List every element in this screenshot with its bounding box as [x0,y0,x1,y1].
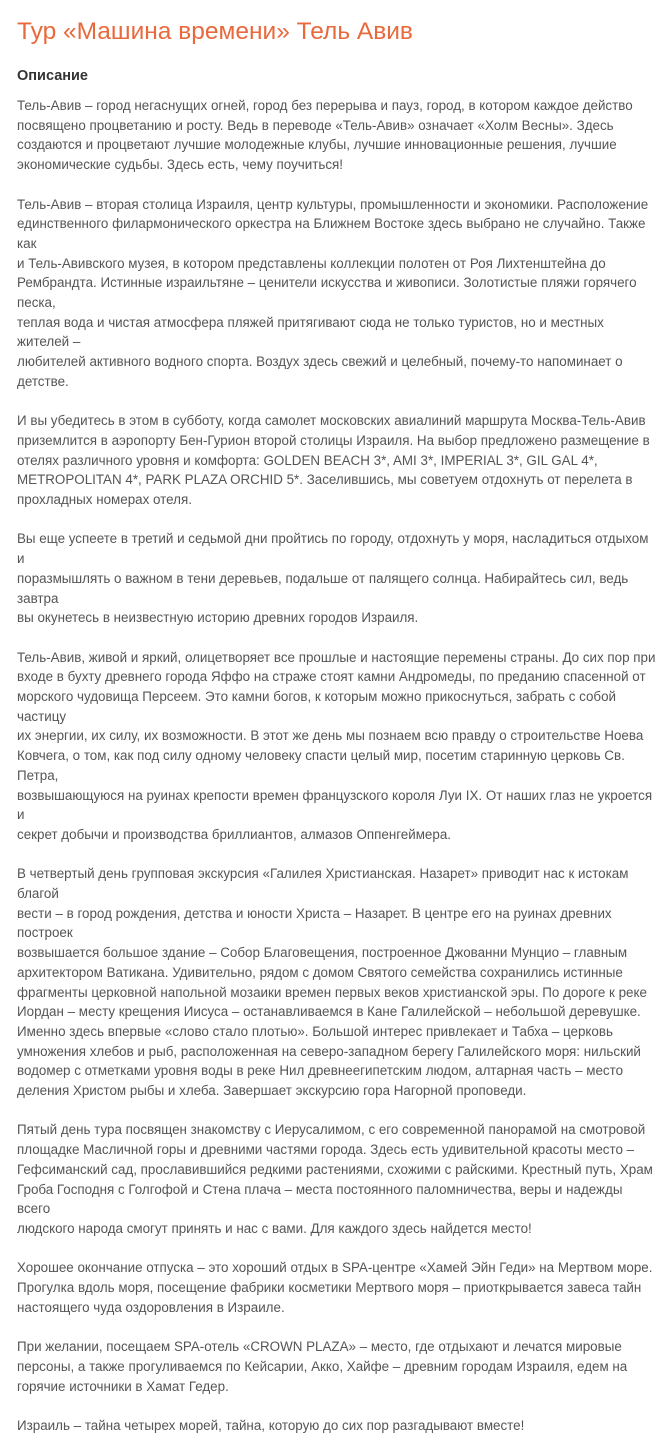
description-paragraph [17,1258,658,1317]
paragraph-line: и Тель-Авивского музея, в котором представлены коллекции полотен от Роя Лихтенштейна до [17,255,606,271]
paragraph-line: отелях различного уровня и комфорта: GOLDEN BEACH 3*, AMI 3*, IMPERIAL 3*, GIL GAL 4*, [17,452,598,468]
paragraph-line: настоящего чуда оздоровления в Израиле. [17,1299,285,1315]
paragraph-line: прохладных номерах отеля. [17,492,192,508]
description-paragraph [17,864,658,1100]
paragraph-line: водомер с отметками уровня воды в реке Нил древнеегипетским людом, алтарная часть – место [17,1063,624,1079]
paragraph-line: Рембрандта. Истинные израильтяне – ценители искусства и живописи. Золотистые пляжи горячего песка, [17,275,637,311]
paragraph-line: Тель-Авив – город негаснущих огней, город без перерыва и пауз, город, в котором каждое действо [17,98,633,113]
description-body [17,96,658,1455]
paragraph-line: Прогулка вдоль моря, посещение фабрики косметики Мертвого моря – приоткрывается завеса тайн [17,1280,642,1296]
paragraph-line: их энергии, их силу, их возможности. В этот же день мы познаем всю правду о строительстве Ноева [17,728,644,744]
page-title: Тур «Машина времени» Тель Авив [17,18,413,45]
paragraph-line: Израиль – тайна четырех морей, тайна, которую до сих пор разгадывают вместе! [17,1417,525,1433]
paragraph-line: приземлится в аэропорту Бен-Гурион второй столицы Израиля. На выбор предложено размещение в [17,432,650,448]
description-paragraph [17,1120,658,1238]
paragraph-line: любителей активного водного спорта. Воздух здесь свежий и целебный, почему-то напоминает о [17,354,623,370]
paragraph-line: Хорошее окончание отпуска – это хороший отдых в SPA-центре «Хамей Эйн Геди» на Мертвом море. [17,1260,653,1276]
paragraph-line: Тель-Авив, живой и яркий, олицетворяет все прошлые и настоящие перемены страны. До сих пор при [17,649,656,665]
paragraph-line: детстве. [17,373,69,389]
paragraph-line: морского чудовища Персеем. Это камни богов, к которым можно прикоснуться, забрать с собой частицу [17,689,617,724]
description-paragraph [17,1337,658,1396]
paragraph-line: В четвертый день групповая экскурсия «Галилея Христианская. Назарет» приводит нас к истокам благой [17,866,629,902]
paragraph-line: Гефсиманский сад, прославившийся редкими растениями, схожими с райскими. Крестный путь, Храм [17,1161,653,1177]
paragraph-line: горячие источники в Хамат Гедер. [17,1378,229,1394]
paragraph-line: Пятый день тура посвящен знакомству с Иерусалимом, с его современной панорамой на смотровой [17,1122,646,1138]
paragraph-line: поразмышлять о важном в тени деревьев, подальше от палящего солнца. Набирайтесь сил, ведь завтра [17,570,629,606]
paragraph-line: площадке Масличной горы и древними частями города. Здесь есть удивительной красоты место – [17,1142,635,1158]
paragraph-line: И вы убедитесь в этом в субботу, когда самолет московских авиалиний маршрута Москва-Тель-Авив [17,413,646,429]
description-paragraph [17,411,658,510]
paragraph-line: персоны, а также прогуливаемся по Кейсарии, Акко, Хайфе – древним городам Израиля, едем на [17,1358,628,1374]
paragraph-line: умножения хлебов и рыб, расположенная на северо-западном берегу Галилейского моря: нильский [17,1043,641,1059]
paragraph-line: секрет добычи и производства бриллиантов, алмазов Оппенгеймера. [17,826,451,842]
paragraph-line: вести – в город рождения, детства и юности Христа – Назарет. В центре его на руинах древних построек [17,905,612,941]
description-paragraph [17,529,658,628]
paragraph-line: теплая вода и чистая атмосфера пляжей притягивают сюда не только туристов, но и местных жителей – [17,314,604,350]
paragraph-line: Иордан – месту крещения Иисуса – останавливаемся в Кане Галилейской – небольшой деревушке. [17,1004,641,1020]
description-paragraph [17,96,658,175]
paragraph-line: Гроба Господня с Голгофой и Стена плача – места постоянного паломничества, веры и надежды всего [17,1181,623,1217]
section-heading-description: Описание [17,68,88,84]
paragraph-line: вы окунетесь в неизвестную историю древних городов Израиля. [17,610,419,626]
paragraph-line: входе в бухту древнего города Яффо на страже стоят камни Андромеды, по преданию спасенной от [17,669,646,685]
paragraph-line: METROPOLITAN 4*, PARK PLAZA ORCHID 5*. Заселившись, мы советуем отдохнуть от перелета в [17,472,633,488]
paragraph-line: единственного филармонического оркестра на Ближнем Востоке здесь выбрано не случайно. Также как [17,216,646,251]
description-paragraph [17,195,658,392]
description-paragraph [17,648,658,845]
paragraph-line: людского народа смогут принять и нас с вами. Для каждого здесь найдется место! [17,1220,532,1236]
description-paragraph [17,1416,658,1436]
paragraph-line: экономические судьбы. Здесь есть, чему поучиться! [17,157,344,173]
paragraph-line: возвышается большое здание – Собор Благовещения, построенное Джованни Мунцио – главным [17,945,628,961]
paragraph-line: Тель-Авив – вторая столица Израиля, центр культуры, промышленности и экономики. Расположение [17,196,649,212]
paragraph-line: создаются и процветают лучшие молодежные клубы, лучшие инновационные решения, лучшие [17,137,617,153]
paragraph-line: При желании, посещаем SPA-отель «CROWN PLAZA» – место, где отдыхают и лечатся мировые [17,1339,622,1355]
paragraph-line: фрагменты церковной напольной мозаики времен первых веков христианской эры. По дороге к реке [17,984,647,1000]
paragraph-line: возвышающуюся на руинах крепости времен французского короля Луи IX. От наших глаз не укроется и [17,787,653,823]
paragraph-line: деления Христом рыбы и хлеба. Завершает экскурсию гора Нагорной проповеди. [17,1083,527,1099]
paragraph-line: посвящено процветанию и росту. Ведь в переводе «Тель-Авив» означает «Холм Весны». Здесь [17,117,614,133]
paragraph-line: архитектором Ватикана. Удивительно, рядом с домом Святого семейства сохранились истинные [17,964,623,980]
paragraph-line: Именно здесь впервые «слово стало плотью». Большой интерес привлекает и Табха – церковь [17,1023,613,1039]
paragraph-line: Ковчега, о том, как под силу одному человеку спасти целый мир, посетим старинную церковь Св. Петра, [17,748,625,783]
paragraph-line: Вы еще успеете в третий и седьмой дни пройтись по городу, отдохнуть у моря, насладиться отдыхом и [17,531,649,567]
